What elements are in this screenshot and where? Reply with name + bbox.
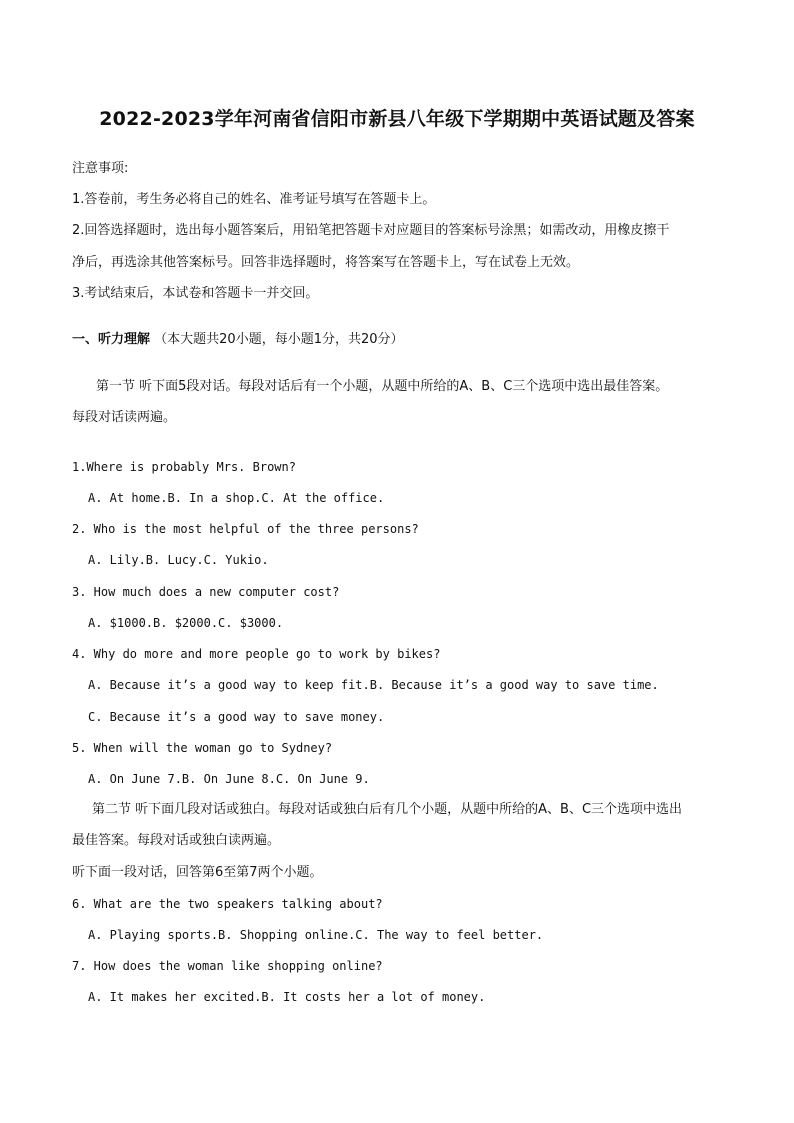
part2-instruction-cont: 最佳答案。每段对话或独白读两遍。	[72, 833, 281, 848]
notice-item-3: 3.考试结束后，本试卷和答题卡一并交回。	[72, 286, 319, 301]
question-3-options: A. $1000.B. $2000.C. $3000.	[88, 616, 284, 630]
question-4-options-cont: C. Because it’s a good way to save money.	[88, 710, 385, 724]
section-heading-note: （本大题共20小题，每小题1分，共20分）	[154, 332, 404, 347]
question-6: 6. What are the two speakers talking about?	[72, 897, 383, 911]
part2-sub-instruction: 听下面一段对话，回答第6至第7两个小题。	[72, 865, 323, 880]
question-5: 5. When will the woman go to Sydney?	[72, 741, 333, 755]
notice-item-2-cont: 净后，再选涂其他答案标号。回答非选择题时，将答案写在答题卡上，写在试卷上无效。	[72, 255, 580, 270]
section-heading	[72, 331, 732, 349]
question-3: 3. How much does a new computer cost?	[72, 585, 340, 599]
question-4-options: A. Because it’s a good way to keep fit.B. Because it’s a good way to save time.	[88, 678, 659, 692]
question-2-options: A. Lily.B. Lucy.C. Yukio.	[88, 553, 269, 567]
notice-item-2: 2.回答选择题时，选出每小题答案后，用铅笔把答题卡对应题目的答案标号涂黑；如需改动，用橡皮擦干	[72, 223, 670, 238]
question-7: 7. How does the woman like shopping online?	[72, 959, 383, 973]
question-5-options: A. On June 7.B. On June 8.C. On June 9.	[88, 772, 370, 786]
part1-instruction-cont: 每段对话读两遍。	[72, 410, 177, 425]
question-6-options: A. Playing sports.B. Shopping online.C. The way to feel better.	[88, 928, 544, 942]
notice-item-1: 1.答卷前，考生务必将自己的姓名、准考证号填写在答题卡上。	[72, 192, 436, 207]
part1-instruction: 第一节 听下面5段对话。每段对话后有一个小题，从题中所给的A、B、C三个选项中选出最佳答案。	[96, 379, 669, 394]
section-heading-title: 一、听力理解	[72, 332, 151, 347]
page-title: 2022-2023学年河南省信阳市新县八年级下学期期中英语试题及答案	[99, 108, 695, 130]
question-1-options: A. At home.B. In a shop.C. At the office.	[88, 491, 385, 505]
notice-heading: 注意事项:	[72, 161, 129, 176]
question-7-options: A. It makes her excited.B. It costs her a lot of money.	[88, 990, 486, 1004]
question-1: 1.Where is probably Mrs. Brown?	[72, 460, 296, 474]
part2-instruction: 第二节 听下面几段对话或独白。每段对话或独白后有几个小题，从题中所给的A、B、C三个选项中选出	[92, 802, 683, 817]
question-4: 4. Why do more and more people go to work by bikes?	[72, 647, 441, 661]
question-2: 2. Who is the most helpful of the three persons?	[72, 522, 419, 536]
